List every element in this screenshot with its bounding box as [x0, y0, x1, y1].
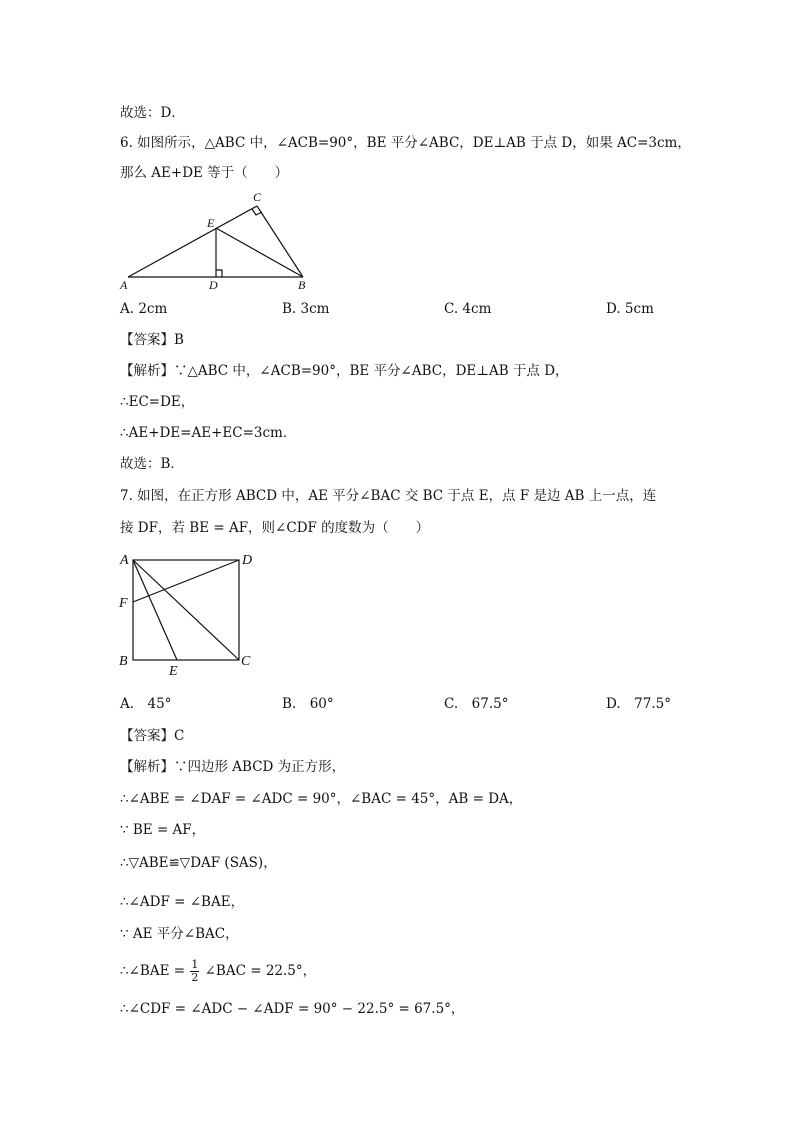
q7-analysis-line4: ∴▽ABE≌▽DAF (SAS)， [120, 855, 277, 871]
previous-conclusion: 故选：D． [120, 105, 185, 121]
q7-label-f: F [119, 596, 128, 611]
q7-answer: 【答案】C [120, 728, 185, 744]
q7-line7-suffix: ∠BAC = 22.5°， [204, 963, 317, 979]
q6-analysis-line2: ∴EC=DE， [120, 394, 195, 410]
q6-label-d: D [209, 278, 218, 292]
q7-segment-df [133, 560, 239, 602]
q6-side-cb [257, 206, 303, 277]
q6-stem-line1: 6. 如图所示，△ABC 中，∠ACB=90°，BE 平分∠ABC，DE⊥AB 于点 D，如果 AC=3cm， [120, 135, 691, 151]
q7-option-c[interactable]: C. 67.5° [444, 696, 509, 712]
q6-answer: 【答案】B [120, 332, 184, 348]
q6-analysis-line3: ∴AE+DE=AE+EC=3cm． [120, 425, 297, 441]
q7-stem-line2: 接 DF，若 BE = AF，则∠CDF 的度数为（ ） [120, 520, 430, 536]
q7-label-e: E [169, 664, 178, 678]
q7-line7-prefix: ∴∠BAE = [120, 963, 186, 979]
q6-side-ac [128, 206, 257, 277]
q7-analysis-line8: ∴∠CDF = ∠ADC − ∠ADF = 90° − 22.5° = 67.5°， [120, 1001, 465, 1017]
q6-option-b[interactable]: B. 3cm [282, 301, 330, 317]
q6-triangle-figure [112, 186, 322, 292]
q6-label-b: B [298, 278, 306, 292]
q6-analysis-line1: 【解析】∵△ABC 中，∠ACB=90°，BE 平分∠ABC，DE⊥AB 于点 D， [120, 363, 569, 379]
q6-option-a[interactable]: A. 2cm [120, 301, 168, 317]
q7-analysis-line3: ∵ BE = AF， [120, 822, 206, 838]
q7-option-b[interactable]: B. 60° [282, 696, 334, 712]
q6-analysis-line4: 故选：B． [120, 456, 184, 472]
q6-label-c: C [253, 190, 262, 204]
q6-right-angle-d [216, 270, 222, 277]
q6-label-e: E [207, 216, 215, 230]
q6-option-d[interactable]: D. 5cm [606, 301, 654, 317]
q7-label-d: D [242, 553, 253, 568]
q7-option-a[interactable]: A. 45° [120, 696, 172, 712]
q6-segment-be [216, 228, 303, 277]
q7-analysis-line6: ∵ AE 平分∠BAC， [120, 926, 239, 942]
q6-option-c[interactable]: C. 4cm [444, 301, 492, 317]
q7-segment-ae [133, 560, 177, 660]
q7-analysis-line7 [120, 956, 316, 986]
q7-analysis-line2: ∴∠ABE = ∠DAF = ∠ADC = 90°，∠BAC = 45°，AB = DA， [120, 791, 523, 807]
q7-option-d[interactable]: D. 77.5° [606, 696, 671, 712]
q7-square-figure [112, 546, 262, 678]
q7-label-c: C [241, 654, 251, 669]
q7-analysis-line5: ∴∠ADF = ∠BAE， [120, 894, 245, 910]
q7-fraction-one-half [190, 959, 199, 984]
q7-stem-line1: 7. 如图，在正方形 ABCD 中，AE 平分∠BAC 交 BC 于点 E，点 F 是边 AB 上一点，连 [120, 488, 657, 504]
q7-fraction-numerator: 1 [191, 958, 199, 971]
q7-diagonal-ac [133, 560, 239, 660]
q7-fraction-denominator: 2 [191, 971, 199, 984]
q6-stem-line2: 那么 AE+DE 等于（ ） [120, 165, 289, 181]
q6-label-a: A [120, 278, 128, 292]
q7-analysis-line1: 【解析】∵四边形 ABCD 为正方形， [120, 759, 346, 775]
q7-label-b: B [119, 654, 128, 669]
q7-label-a: A [120, 553, 129, 568]
